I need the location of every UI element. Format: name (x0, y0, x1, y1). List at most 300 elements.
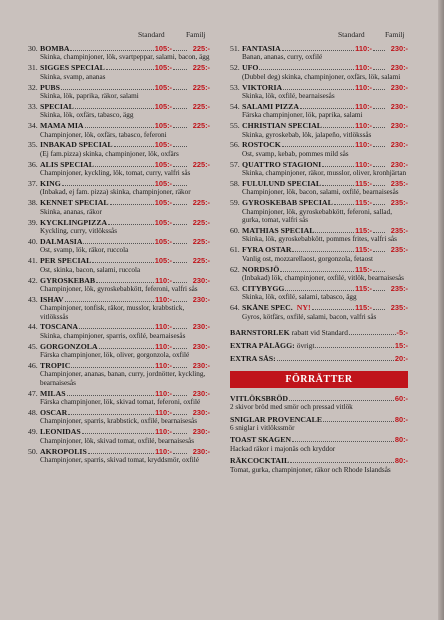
extra-name: EXTRA PÅLÄGG: (230, 340, 295, 350)
menu-item (28, 447, 210, 465)
dot-leader (173, 146, 187, 147)
item-description: Champinjoner, lök, oxfärs, tabasco, feferoni (40, 130, 167, 139)
extra-note: övrigt (296, 340, 315, 350)
menu-item (28, 102, 210, 120)
item-number: 53. (230, 82, 240, 92)
pizza-list-left (28, 44, 210, 464)
starter-row (230, 435, 408, 444)
item-description: Kyckling, curry, vitlökssås (40, 227, 117, 236)
menu-item (28, 44, 210, 62)
menu-column-right (230, 30, 408, 477)
price-family: 225:- (192, 236, 210, 246)
menu-item-row (230, 245, 408, 254)
starter-item (230, 456, 408, 474)
dot-leader (373, 271, 385, 272)
extras-list (230, 328, 408, 363)
price-standard: 105:- (154, 121, 172, 131)
price-standard: 110:- (355, 101, 372, 111)
item-description: Färska champinjoner, lök, paprika, salami (242, 111, 363, 120)
price-standard: 110:- (155, 427, 172, 437)
price-family: 235:- (390, 283, 408, 293)
price-standard: 110:- (155, 275, 172, 285)
price-standard: 110:- (155, 446, 172, 456)
dot-leader (82, 433, 154, 434)
dot-leader (173, 243, 187, 244)
item-number: 47. (28, 388, 38, 398)
starter-description: Tomat, gurka, champinjoner, räkor och Rhode Islandsås (230, 465, 391, 474)
dot-leader (173, 204, 187, 205)
dot-leader (173, 414, 187, 415)
price-standard: 105:- (154, 101, 172, 111)
item-number: 32. (28, 82, 38, 92)
dot-leader (373, 166, 385, 167)
price-standard: 105:- (154, 236, 172, 246)
item-number: 55. (230, 121, 240, 131)
price-standard: 115:- (355, 225, 372, 235)
dot-leader (114, 146, 154, 147)
item-description: Skinka, ananas, räkor (40, 207, 102, 216)
menu-item (230, 226, 408, 244)
menu-item (230, 121, 408, 139)
item-name: AKROPOLIS (40, 446, 87, 456)
item-number: 40. (28, 236, 38, 246)
item-description: (Inbakad) lök, champinjoner, oxfilé, vitlök, bearnaisesås (242, 273, 404, 282)
dot-leader (292, 441, 394, 442)
menu-item-row (28, 427, 210, 436)
price-family: 235:- (390, 225, 408, 235)
dot-leader (173, 367, 187, 368)
dot-leader (282, 50, 354, 51)
menu-item (230, 265, 408, 283)
item-description: Champinjoner, lök, bacon, salami, oxfilé, bearnaisesås (242, 188, 399, 197)
extra-row (230, 328, 408, 337)
item-description: Champinjoner, sparris, skivad tomat, kryddsmör, oxfilé (40, 455, 199, 464)
item-number: 54. (230, 101, 240, 111)
dot-leader (88, 453, 154, 454)
menu-item (28, 256, 210, 274)
dot-leader (289, 400, 394, 401)
item-number: 48. (28, 407, 38, 417)
dot-leader (110, 204, 154, 205)
menu-item-row (230, 284, 408, 293)
starter-name: VITLÖKSBRÖD (230, 394, 289, 404)
dot-leader (373, 290, 385, 291)
starter-description: Hackad räkor i majonäs och kryddor (230, 444, 336, 453)
menu-item (230, 63, 408, 81)
dot-leader (373, 69, 385, 70)
price-standard: 110:- (155, 388, 172, 398)
price-family: 225:- (192, 101, 210, 111)
price-standard: 110:- (355, 44, 372, 53)
item-description: Skinka, lök, oxfärs, tabasco, ägg (40, 111, 134, 120)
new-badge: NY! (296, 303, 311, 313)
item-description: Champinjoner, kyckling, lök, tomat, curry, valfri sås (40, 169, 191, 178)
item-number: 38. (28, 198, 38, 208)
item-name: KENNET SPECIAL (40, 198, 109, 208)
starter-item (230, 394, 408, 412)
menu-item (28, 389, 210, 407)
dot-leader (312, 309, 355, 310)
extra-price: 15:- (394, 340, 408, 350)
item-description: Gyros, kötfärs, oxfilé, salami, bacon, valfri sås (242, 312, 377, 321)
item-description: Champinjoner, sparris, krabbstick, oxfilé, bearnaisesås (40, 417, 197, 426)
item-description: Färska champinjoner, lök, skivad tomat, feferoni, oxfilé (40, 398, 201, 407)
dot-leader (108, 224, 154, 225)
dot-leader (70, 50, 153, 51)
menu-item-row (28, 102, 210, 111)
price-family: 230:- (192, 427, 210, 437)
price-family: 235:- (390, 179, 408, 189)
starters-list (230, 394, 408, 474)
menu-item-row (230, 198, 408, 207)
item-description: Ost, svamp, kebab, pommes mild sås (242, 149, 349, 158)
item-description: (Ej fam.pizza) skinka, champinjoner, lök, oxfärs (40, 149, 179, 158)
dot-leader (65, 301, 154, 302)
dot-leader (85, 127, 154, 128)
item-number: 35. (28, 140, 38, 150)
menu-item-row (28, 408, 210, 417)
price-standard: 105:- (154, 159, 172, 169)
extra-name: BARNSTORLEK (230, 327, 290, 337)
dot-leader (349, 334, 396, 335)
starter-name: TOAST SKAGEN (230, 435, 292, 445)
price-family: 225:- (192, 44, 210, 53)
dot-leader (75, 108, 154, 109)
price-family: 225:- (192, 159, 210, 169)
dot-leader (173, 166, 187, 167)
dot-leader (334, 204, 354, 205)
dot-leader (373, 146, 385, 147)
price-family: 230:- (192, 407, 210, 417)
menu-item-row (28, 179, 210, 188)
starter-name: RÄKCOCKTAIL (230, 456, 290, 466)
price-standard: 115:- (355, 283, 372, 293)
price-standard: 110:- (355, 121, 372, 131)
item-name: LEONIDAS (40, 427, 81, 437)
price-standard: 110:- (155, 361, 172, 371)
menu-item-row (28, 140, 210, 149)
item-name: ISHAV (40, 294, 64, 304)
item-description: Skinka, svamp, ananas (40, 72, 106, 81)
menu-item (28, 237, 210, 255)
menu-item-row (28, 295, 210, 304)
item-name: FYRA OSTAR (242, 245, 292, 255)
item-description: Skinka, lök, oxfilé, bearnaisesås (242, 92, 335, 100)
price-family: 230:- (390, 82, 408, 92)
dot-leader (173, 224, 187, 225)
item-description: (Dubbel deg) skinka, champinjoner, oxfärs, lök, salami (242, 72, 401, 81)
extra-price: -5:- (396, 327, 408, 337)
extra-row (230, 341, 408, 350)
item-number: 51. (230, 44, 240, 53)
item-number: 59. (230, 198, 240, 208)
item-number: 41. (28, 256, 38, 266)
item-name: MATHIAS SPECIAL (242, 225, 315, 235)
item-name: SIGGES SPECIAL (40, 63, 105, 73)
menu-item-row (230, 102, 408, 111)
dot-leader (173, 185, 187, 186)
menu-item (28, 121, 210, 139)
dot-leader (173, 395, 187, 396)
menu-item (28, 198, 210, 216)
price-standard: 105:- (154, 256, 172, 266)
menu-item (230, 140, 408, 158)
menu-item (28, 276, 210, 294)
item-number: 33. (28, 101, 38, 111)
menu-item-row (28, 198, 210, 207)
menu-item-row (28, 63, 210, 72)
dot-leader (99, 348, 155, 349)
item-number: 31. (28, 63, 38, 73)
starter-item (230, 435, 408, 453)
menu-item (28, 140, 210, 158)
item-number: 45. (28, 341, 38, 351)
item-description: Skinka, lök, oxfilé, salami, tabasco, ägg (242, 293, 357, 302)
dot-leader (173, 453, 187, 454)
price-family: 230:- (192, 341, 210, 351)
item-name: VIKTORIA (242, 82, 283, 92)
section-banner-starters: FÖRRÄTTER (230, 371, 408, 388)
dot-leader (373, 108, 385, 109)
menu-item-row (28, 121, 210, 130)
item-number: 50. (28, 446, 38, 456)
dot-leader (280, 271, 354, 272)
price-family: 230:- (390, 121, 408, 131)
item-description: (Inbakad, ej fam. pizza) skinka, champinjoner, räkor (40, 188, 191, 197)
menu-item (230, 83, 408, 101)
menu-item-row (28, 218, 210, 227)
menu-item (28, 83, 210, 101)
menu-item (28, 179, 210, 197)
extra-note: rabatt vid Standard (291, 327, 348, 337)
price-family: 225:- (192, 217, 210, 227)
dot-leader (67, 395, 155, 396)
item-name: PER SPECIAL (40, 256, 92, 266)
dot-leader (173, 433, 187, 434)
item-number: 60. (230, 225, 240, 235)
price-family: 225:- (192, 82, 210, 92)
header-standard: Standard (338, 30, 365, 39)
item-number: 57. (230, 159, 240, 169)
menu-item (230, 102, 408, 120)
item-name: GYROSKEBAB (40, 275, 96, 285)
item-description: Skinka, lök, paprika, räkor, salami (40, 92, 139, 100)
item-name: PUBS (40, 82, 60, 92)
price-family: 230:- (192, 275, 210, 285)
dot-leader (96, 282, 154, 283)
menu-item (28, 63, 210, 81)
item-description: Skinka, champinjoner, lök, svartpeppar, salami, bacon, ägg (40, 53, 210, 62)
menu-item-row (28, 342, 210, 351)
dot-leader (322, 166, 354, 167)
item-description: Champinjoner, ananas, banan, curry, jordnötter, kyckling, bearnaisesås (40, 370, 206, 387)
menu-item-row (230, 303, 408, 312)
item-name: TROPIC (40, 361, 71, 371)
dot-leader (373, 50, 385, 51)
page-edge-shadow (438, 0, 444, 620)
item-number: 58. (230, 179, 240, 189)
item-name: FANTASIA (242, 44, 281, 53)
price-family: 235:- (390, 245, 408, 255)
item-name: UFO (242, 63, 259, 73)
item-number: 46. (28, 361, 38, 371)
item-description: Färska champinjoner, lök, oliver, gorgonzola, oxfilé (40, 351, 190, 360)
price-family: 225:- (192, 63, 210, 73)
dot-leader (62, 185, 154, 186)
item-name: FULULUND SPECIAL (242, 179, 322, 189)
menu-item (230, 44, 408, 62)
price-standard: 110:- (355, 63, 372, 73)
price-family: 230:- (390, 101, 408, 111)
price-standard: 110:- (355, 159, 372, 169)
dot-leader (259, 69, 354, 70)
dot-leader (106, 69, 154, 70)
price-standard: 115:- (355, 303, 372, 313)
price-family: 230:- (390, 159, 408, 169)
menu-item (28, 342, 210, 360)
menu-item (230, 179, 408, 197)
starter-price: 80:- (394, 414, 408, 424)
item-name: ROSTOCK (242, 140, 281, 150)
price-standard: 105:- (154, 217, 172, 227)
dot-leader (173, 108, 187, 109)
price-family: 230:- (192, 322, 210, 332)
dot-leader (282, 146, 354, 147)
item-description: Skinka, lök, gyroskebabkött, pommes frites, valfri sås (242, 235, 397, 244)
dot-leader (173, 348, 187, 349)
item-description: Champinjoner, lök, gyroskebabkött, feferoni, sallad, gurka, tomat, valfri sås (242, 207, 393, 225)
item-name: CHRISTIAN SPECIAL (242, 121, 322, 131)
item-description: Ost, svamp, lök, räkor, ruccola (40, 246, 129, 255)
column-headers-right (230, 30, 408, 44)
dot-leader (173, 50, 187, 51)
dot-leader (173, 301, 187, 302)
dot-leader (373, 251, 385, 252)
item-number: 61. (230, 245, 240, 255)
dot-leader (373, 204, 385, 205)
item-number: 62. (230, 264, 240, 274)
price-standard: 115:- (355, 245, 372, 255)
dot-leader (277, 360, 394, 361)
menu-item-row (230, 226, 408, 235)
item-description: Ost, skinka, bacon, salami, ruccola (40, 265, 141, 274)
price-standard: 110:- (155, 341, 172, 351)
extra-name: EXTRA SÅS: (230, 353, 276, 363)
dot-leader (292, 251, 354, 252)
item-name: OSCAR (40, 407, 68, 417)
dot-leader (323, 127, 354, 128)
starter-name: SNIGLAR PROVENCALE (230, 414, 323, 424)
price-standard: 115:- (355, 264, 372, 274)
price-family: 235:- (390, 303, 408, 313)
header-family: Familj (186, 30, 206, 39)
starter-row (230, 394, 408, 403)
menu-item-row (28, 447, 210, 456)
item-name: NORDSJÖ (242, 264, 280, 274)
dot-leader (173, 69, 187, 70)
menu-item-row (28, 237, 210, 246)
menu-item-row (230, 160, 408, 169)
menu-item-row (28, 160, 210, 169)
price-family: 230:- (192, 361, 210, 371)
dot-leader (83, 243, 153, 244)
column-headers-left (28, 30, 210, 44)
dot-leader (285, 290, 354, 291)
starter-price: 80:- (394, 456, 408, 466)
price-standard: 115:- (355, 198, 372, 208)
item-name: BOMBA (40, 44, 70, 53)
menu-item-row (230, 265, 408, 274)
starter-row (230, 456, 408, 465)
price-family: 230:- (390, 44, 408, 53)
extra-price: 20:- (394, 353, 408, 363)
price-standard: 105:- (154, 63, 172, 73)
item-number: 37. (28, 179, 38, 189)
price-standard: 105:- (154, 44, 172, 53)
dot-leader (173, 127, 187, 128)
dot-leader (68, 414, 154, 415)
item-number: 49. (28, 427, 38, 437)
starter-item (230, 415, 408, 433)
item-description: Skinka, champinjoner, räkor, musslor, oliver, kronhjärtan (242, 169, 407, 178)
menu-item (28, 322, 210, 340)
item-name: SPECIAL (40, 101, 74, 111)
item-name: KYCKLINGPIZZA (40, 217, 108, 227)
dot-leader (283, 89, 354, 90)
menu-item-row (230, 121, 408, 130)
menu-item-row (28, 44, 210, 53)
item-description: Banan, ananas, curry, oxfilé (242, 53, 323, 62)
item-description: Skinka, champinjoner, sparris, oxfilé, bearnaisesås (40, 331, 186, 340)
menu-item (230, 160, 408, 178)
price-standard: 105:- (154, 179, 172, 189)
item-name: ALIS SPECIAL (40, 159, 94, 169)
item-description: Champinjoner, tonfisk, räkor, musslor, krabbstick, vitlökssås (40, 304, 185, 321)
menu-item-row (230, 83, 408, 92)
price-family: 230:- (390, 140, 408, 150)
item-name: CITYBYGG (242, 283, 285, 293)
menu-item-row (28, 322, 210, 331)
price-standard: 105:- (154, 140, 172, 150)
starter-price: 60:- (394, 394, 408, 404)
pizza-list-right (230, 44, 408, 321)
item-description: Champinjoner, lök, skivad tomat, oxfilé, bearnaisesås (40, 436, 195, 445)
item-number: 56. (230, 140, 240, 150)
dot-leader (373, 185, 385, 186)
dot-leader (61, 89, 154, 90)
item-name: DALMASIA (40, 236, 83, 246)
menu-item (230, 198, 408, 224)
menu-item (28, 361, 210, 387)
price-standard: 110:- (355, 140, 372, 150)
dot-leader (173, 262, 187, 263)
item-number: 64. (230, 303, 240, 313)
starter-row (230, 415, 408, 424)
menu-item-row (28, 361, 210, 370)
menu-item-row (28, 83, 210, 92)
dot-leader (300, 108, 354, 109)
item-number: 44. (28, 322, 38, 332)
item-name: MAMA MIA (40, 121, 84, 131)
item-number: 52. (230, 63, 240, 73)
price-family: 230:- (192, 294, 210, 304)
menu-column-left (28, 30, 210, 466)
price-standard: 110:- (155, 322, 172, 332)
price-family: 225:- (192, 256, 210, 266)
item-number: 63. (230, 283, 240, 293)
extra-row (230, 354, 408, 363)
dot-leader (92, 262, 153, 263)
